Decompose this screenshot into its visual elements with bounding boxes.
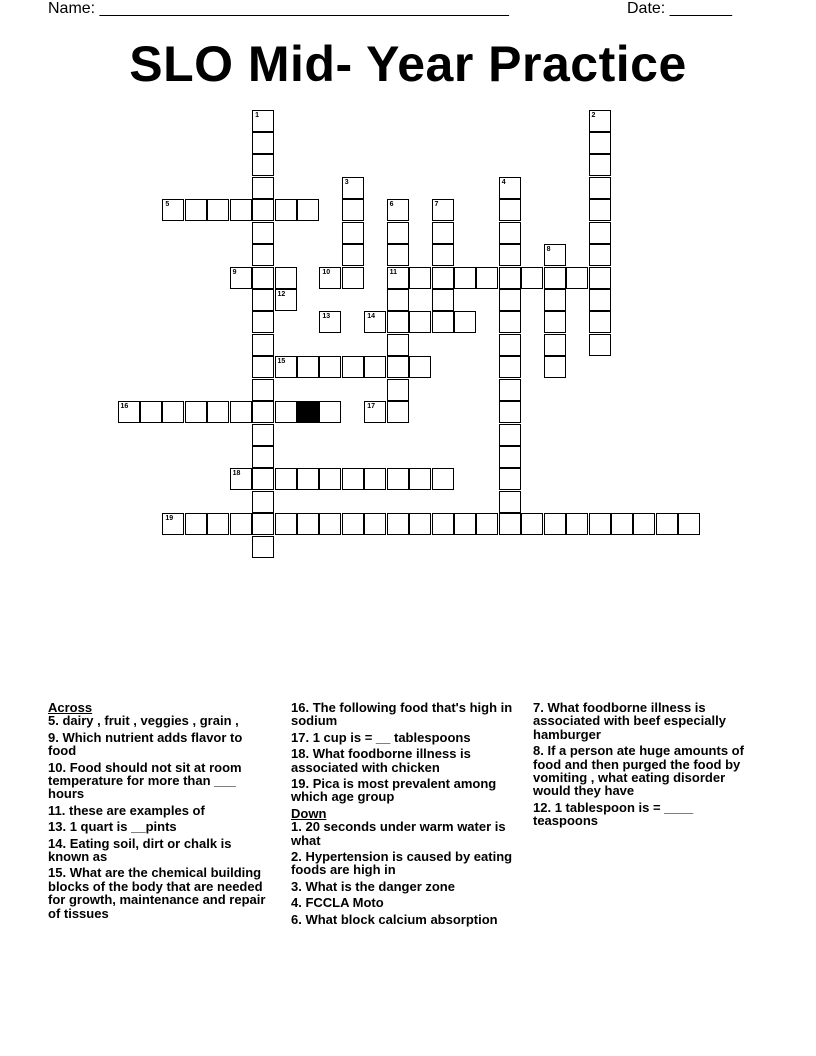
grid-cell[interactable] [252,446,274,468]
grid-cell[interactable] [589,244,611,266]
grid-cell[interactable] [252,132,274,154]
grid-cell[interactable] [499,199,521,221]
grid-cell[interactable] [454,267,476,289]
grid-cell[interactable] [275,513,297,535]
grid-cell[interactable] [387,199,409,221]
grid-cell[interactable] [409,267,431,289]
clue-number-label: 16 [120,403,129,411]
clue-across-11: 11. these are examples of [48,802,205,818]
grid-cell[interactable] [566,267,588,289]
grid-cell[interactable] [342,267,364,289]
clue-number-label: 6 [389,201,394,209]
grid-cell-blocked [297,401,319,423]
down-heading: Down [291,805,327,821]
clue-across-10: 10. Food should not sit at room temperature for more than ___ hours [48,759,242,802]
clue-number-label: 7 [434,201,439,209]
grid-cell[interactable] [589,513,611,535]
grid-cell[interactable] [589,199,611,221]
grid-cell[interactable] [252,536,274,558]
grid-cell[interactable] [544,267,566,289]
grid-cell[interactable] [589,289,611,311]
grid-cell[interactable] [499,468,521,490]
clue-down-2: 2. Hypertension is caused by eating foods are high in [291,849,513,878]
clue-across-13: 13. 1 quart is __pints [48,819,177,835]
grid-cell[interactable] [252,110,274,132]
clue-number-label: 14 [367,313,376,321]
grid-cell[interactable] [476,267,498,289]
clue-number-label: 2 [591,111,596,119]
clue-across-19: 19. Pica is most prevalent among which age group [291,776,497,805]
grid-cell[interactable] [252,311,274,333]
grid-cell[interactable] [409,311,431,333]
clue-down-4: 4. FCCLA Moto [291,895,384,911]
grid-cell[interactable] [364,468,386,490]
clue-number-label: 9 [232,268,237,276]
grid-cell[interactable] [297,513,319,535]
grid-cell[interactable] [319,311,341,333]
grid-cell[interactable] [499,356,521,378]
grid-cell[interactable] [589,110,611,132]
grid-cell[interactable] [118,401,140,423]
grid-cell[interactable] [589,267,611,289]
clue-number-label: 15 [277,358,286,366]
clue-number-label: 19 [165,515,174,523]
grid-cell[interactable] [476,513,498,535]
grid-cell[interactable] [275,356,297,378]
grid-cell[interactable] [432,199,454,221]
grid-cell[interactable] [207,401,229,423]
clue-down-3: 3. What is the danger zone [291,878,455,894]
grid-cell[interactable] [342,199,364,221]
clue-across-16: 16. The following food that's high in sodium [291,700,513,729]
clue-across-18: 18. What foodborne illness is associated with chicken [291,746,471,775]
grid-cell[interactable] [521,513,543,535]
grid-cell[interactable] [252,222,274,244]
clues-column-2 [291,701,519,929]
grid-cell[interactable] [364,311,386,333]
grid-cell[interactable] [432,244,454,266]
grid-cell[interactable] [319,468,341,490]
grid-cell[interactable] [544,513,566,535]
clue-number-label: 4 [501,178,506,186]
grid-cell[interactable] [162,513,184,535]
grid-cell[interactable] [342,177,364,199]
grid-cell[interactable] [342,513,364,535]
grid-cell[interactable] [387,379,409,401]
grid-cell[interactable] [589,177,611,199]
grid-cell[interactable] [275,468,297,490]
grid-cell[interactable] [207,199,229,221]
grid-cell[interactable] [432,222,454,244]
grid-cell[interactable] [387,356,409,378]
grid-cell[interactable] [275,199,297,221]
clue-number-label: 10 [322,268,331,276]
grid-cell[interactable] [499,401,521,423]
grid-cell[interactable] [521,267,543,289]
clue-across-9: 9. Which nutrient adds flavor to food [48,729,243,759]
grid-cell[interactable] [432,468,454,490]
grid-cell[interactable] [297,199,319,221]
page-title: SLO Mid- Year Practice [129,36,687,92]
grid-cell[interactable] [252,468,274,490]
grid-cell[interactable] [342,468,364,490]
grid-cell[interactable] [387,267,409,289]
clue-across-14: 14. Eating soil, dirt or chalk is known as [48,835,232,865]
grid-cell[interactable] [252,356,274,378]
clues-column-3 [533,701,761,831]
grid-cell[interactable] [230,513,252,535]
clue-down-6: 6. What block calcium absorption [291,911,498,927]
grid-cell[interactable] [499,446,521,468]
grid-cell[interactable] [499,177,521,199]
grid-cell[interactable] [544,334,566,356]
grid-cell[interactable] [409,513,431,535]
grid-cell[interactable] [342,356,364,378]
grid-cell[interactable] [162,401,184,423]
grid-cell[interactable] [207,513,229,535]
grid-cell[interactable] [387,244,409,266]
grid-cell[interactable] [387,222,409,244]
grid-cell[interactable] [342,222,364,244]
grid-cell[interactable] [252,199,274,221]
grid-cell[interactable] [589,311,611,333]
grid-cell[interactable] [387,311,409,333]
grid-cell[interactable] [544,311,566,333]
grid-cell[interactable] [432,311,454,333]
grid-cell[interactable] [252,401,274,423]
grid-cell[interactable] [319,401,341,423]
grid-cell[interactable] [252,154,274,176]
grid-cell[interactable] [275,289,297,311]
grid-cell[interactable] [252,491,274,513]
grid-cell[interactable] [499,513,521,535]
grid-cell[interactable] [387,513,409,535]
clue-number-label: 18 [232,470,241,478]
grid-cell[interactable] [589,334,611,356]
grid-cell[interactable] [499,289,521,311]
grid-cell[interactable] [297,468,319,490]
grid-cell[interactable] [544,356,566,378]
across-heading: Across [48,700,93,715]
grid-cell[interactable] [230,401,252,423]
grid-cell[interactable] [319,356,341,378]
grid-cell[interactable] [432,289,454,311]
grid-cell[interactable] [499,222,521,244]
grid-cell[interactable] [611,513,633,535]
grid-cell[interactable] [275,401,297,423]
grid-cell[interactable] [185,199,207,221]
grid-cell[interactable] [499,424,521,446]
grid-cell[interactable] [589,222,611,244]
grid-cell[interactable] [432,267,454,289]
grid-cell[interactable] [409,468,431,490]
grid-cell[interactable] [387,401,409,423]
clue-number-label: 1 [255,111,259,119]
clues-column-1 [48,701,273,923]
grid-cell[interactable] [297,356,319,378]
grid-cell[interactable] [252,289,274,311]
grid-cell[interactable] [252,334,274,356]
clue-number-label: 5 [165,201,170,209]
clue-across-17: 17. 1 cup is = __ tablespoons [291,729,471,745]
grid-cell[interactable] [185,401,207,423]
grid-cell[interactable] [454,311,476,333]
grid-cell[interactable] [656,513,678,535]
grid-cell[interactable] [499,379,521,401]
grid-cell[interactable] [499,311,521,333]
grid-cell[interactable] [387,468,409,490]
grid-cell[interactable] [544,289,566,311]
grid-cell[interactable] [432,513,454,535]
grid-cell[interactable] [140,401,162,423]
clue-down-1: 1. 20 seconds under warm water is what [291,819,506,848]
clue-number-label: 17 [367,403,376,411]
grid-cell[interactable] [185,513,207,535]
grid-cell[interactable] [252,379,274,401]
clue-number-label: 3 [344,178,349,186]
grid-cell[interactable] [499,267,521,289]
grid-cell[interactable] [499,491,521,513]
grid-cell[interactable] [342,244,364,266]
grid-cell[interactable] [319,267,341,289]
clue-down-7: 7. What foodborne illness is associated with beef especially hamburger [533,700,726,742]
grid-cell[interactable] [275,267,297,289]
grid-cell[interactable] [252,424,274,446]
grid-cell[interactable] [566,513,588,535]
clue-number-label: 8 [546,246,551,254]
grid-cell[interactable] [252,177,274,199]
clue-number-label: 12 [277,290,286,298]
grid-cell[interactable] [252,244,274,266]
grid-cell[interactable] [589,154,611,176]
name-field-line[interactable]: Name: ______________________________________________ [48,0,509,17]
grid-cell[interactable] [633,513,655,535]
grid-cell[interactable] [319,513,341,535]
grid-cell[interactable] [364,401,386,423]
clue-down-12: 12. 1 tablespoon is = ____ teaspoons [533,799,694,829]
grid-cell[interactable] [454,513,476,535]
clue-across-15: 15. What are the chemical building blocks of the body that are needed for growth, maintenance and repair of tissues [48,865,266,921]
grid-cell[interactable] [544,244,566,266]
grid-cell[interactable] [387,289,409,311]
grid-cell[interactable] [499,334,521,356]
clue-number-label: 13 [322,313,331,321]
grid-cell[interactable] [230,468,252,490]
grid-cell[interactable] [364,356,386,378]
grid-cell[interactable] [162,199,184,221]
clue-across-5: 5. dairy , fruit , veggies , grain , [48,713,239,729]
grid-cell[interactable] [230,267,252,289]
grid-cell[interactable] [499,244,521,266]
clue-down-8: 8. If a person ate huge amounts of food and then purged the food by vomiting , what eating disorder would they have [533,743,744,799]
grid-cell[interactable] [252,513,274,535]
grid-cell[interactable] [387,334,409,356]
grid-cell[interactable] [230,199,252,221]
grid-cell[interactable] [678,513,700,535]
clue-number-label: 11 [389,268,398,276]
grid-cell[interactable] [589,132,611,154]
grid-cell[interactable] [409,356,431,378]
date-field-line[interactable]: Date: _______ [627,0,732,17]
grid-cell[interactable] [364,513,386,535]
grid-cell[interactable] [252,267,274,289]
